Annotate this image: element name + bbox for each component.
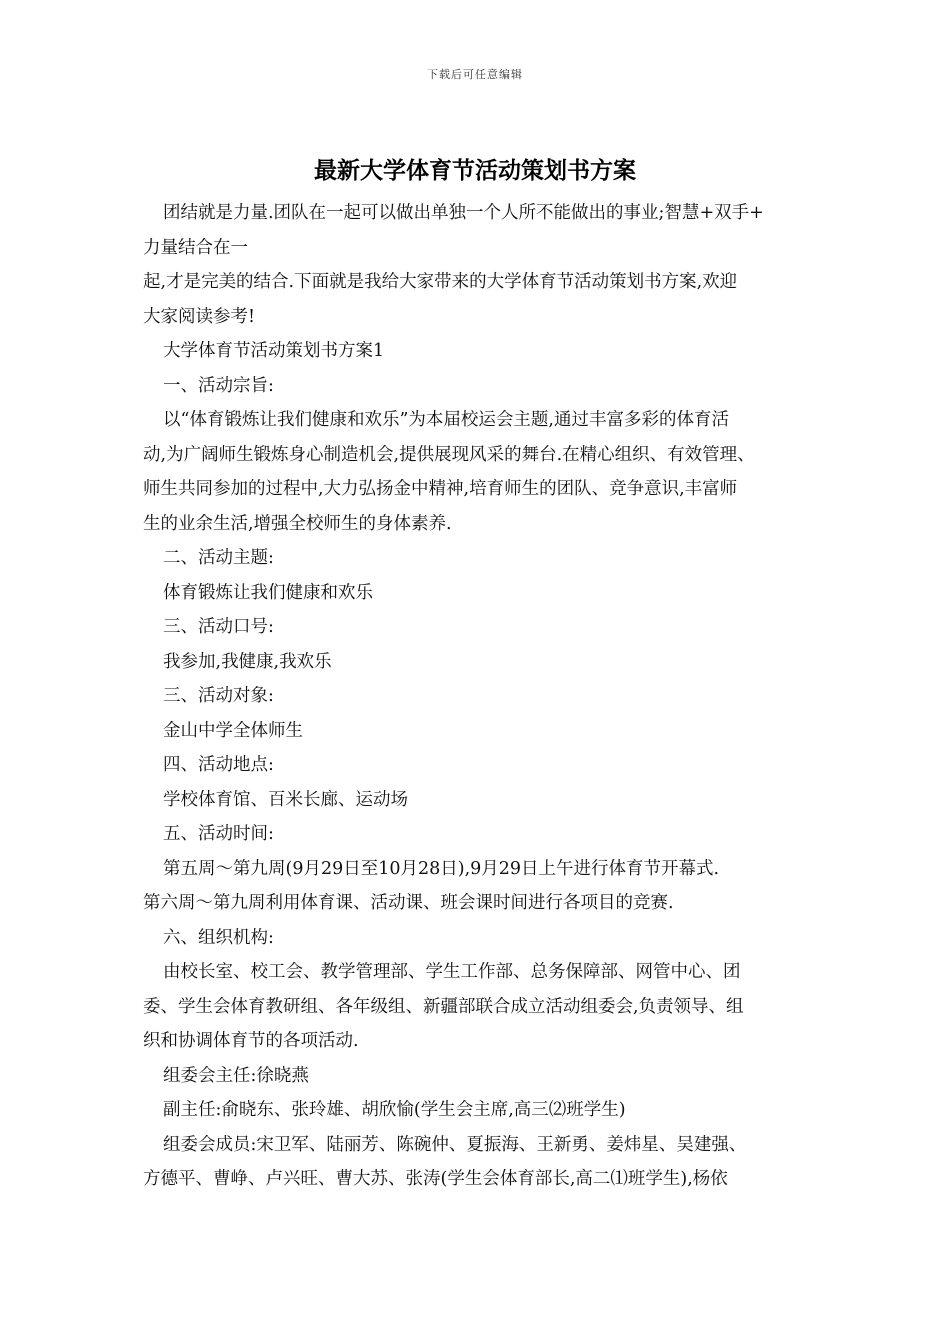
paragraph-line: 第六周～第九周利用体育课、活动课、班会课时间进行各项目的竞赛. — [143, 893, 674, 913]
paragraph-line: 体育锻炼让我们健康和欢乐 — [163, 582, 373, 603]
paragraph-line: 副主任:俞晓东、张玲雄、胡欣愉(学生会主席,高三⑵班学生) — [163, 1100, 626, 1120]
paragraph-line: 团结就是力量.团队在一起可以做出单独一个人所不能做出的事业;智慧+双手+ — [163, 203, 764, 223]
paragraph-line: 三、活动口号: — [163, 617, 274, 637]
header-note: 下载后可任意编辑 — [427, 68, 523, 81]
paragraph-line: 大家阅读参考! — [143, 306, 256, 327]
paragraph-line: 织和协调体育节的各项活动. — [143, 1031, 359, 1051]
paragraph-line: 委、学生会体育教研组、各年级组、新疆部联合成立活动组委会,负责领导、组 — [143, 996, 744, 1017]
paragraph-line: 生的业余生活,增强全校师生的身体素养. — [143, 513, 452, 534]
paragraph-line: 第五周～第九周(9月29日至10月28日),9月29日上午进行体育节开幕式. — [163, 858, 720, 879]
paragraph-line: 大学体育节活动策划书方案1 — [163, 341, 385, 361]
paragraph-line: 组委会主任:徐晓燕 — [163, 1065, 309, 1086]
paragraph-line: 金山中学全体师生 — [163, 720, 303, 741]
paragraph-line: 我参加,我健康,我欢乐 — [163, 651, 332, 672]
paragraph-line: 力量结合在一 — [143, 237, 248, 258]
document-title: 最新大学体育节活动策划书方案 — [314, 157, 636, 184]
paragraph-line: 师生共同参加的过程中,大力弘扬金中精神,培育师生的团队、竞争意识,丰富师 — [143, 479, 738, 499]
paragraph-line: 学校体育馆、百米长廊、运动场 — [163, 789, 408, 810]
paragraph-line: 二、活动主题: — [163, 548, 274, 568]
document-body — [143, 196, 818, 1197]
paragraph-line: 以“体育锻炼让我们健康和欢乐”为本届校运会主题,通过丰富多彩的体育活 — [163, 410, 729, 430]
paragraph-line: 四、活动地点: — [163, 755, 274, 775]
paragraph-line: 方德平、曹峥、卢兴旺、曹大苏、张涛(学生会体育部长,高二⑴班学生),杨依 — [143, 1169, 728, 1189]
paragraph-line: 五、活动时间: — [163, 824, 274, 844]
paragraph-line: 组委会成员:宋卫军、陆丽芳、陈碗仲、夏振海、王新勇、姜炜星、吴建强、 — [163, 1134, 747, 1155]
paragraph-line: 一、活动宗旨: — [163, 375, 274, 396]
paragraph-line: 六、组织机构: — [163, 927, 274, 948]
paragraph-line: 动,为广阔师生锻炼身心制造机会,提供展现风采的舞台.在精心组织、有效管理、 — [143, 444, 755, 465]
paragraph-line: 三、活动对象: — [163, 686, 274, 706]
paragraph-line: 由校长室、校工会、教学管理部、学生工作部、总务保障部、网管中心、团 — [163, 962, 741, 982]
paragraph-line: 起,才是完美的结合.下面就是我给大家带来的大学体育节活动策划书方案,欢迎 — [143, 272, 738, 292]
